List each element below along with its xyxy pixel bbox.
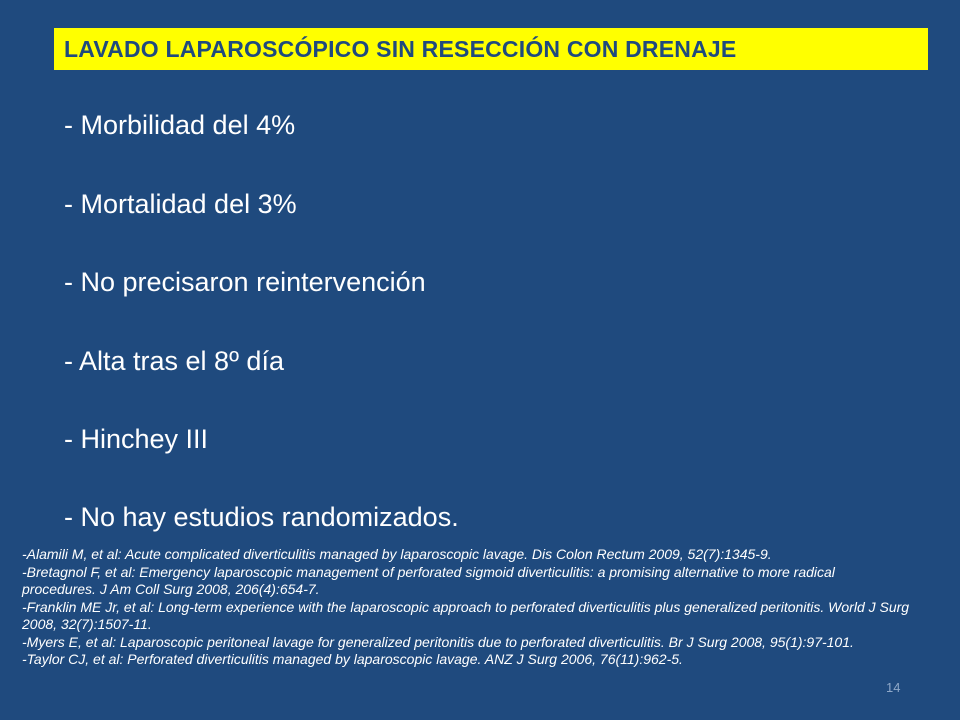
bullet-item: - Mortalidad del 3% [64,189,297,219]
bullet-item: - No precisaron reintervención [64,267,426,297]
reference-item: -Taylor CJ, et al: Perforated diverticulitis managed by laparoscopic lavage. ANZ J Surg 2006, 76(11):962-5. [22,651,683,667]
reference-item: -Franklin ME Jr, et al: Long-term experience with the laparoscopic approach to perforated diverticulitis plus generalized peritonitis. World J Surg 2008, 32(7):1507-11. [22,598,910,632]
page-number: 14 [886,680,901,695]
reference-item: -Bretagnol F, et al: Emergency laparoscopic management of perforated sigmoid diverticulitis: a promising alternative to more radical procedures. J Am Coll Surg 2008, 206(4):654-7. [22,563,835,597]
bullet-item: - No hay estudios randomizados. [64,502,459,532]
slide-title: LAVADO LAPAROSCÓPICO SIN RESECCIÓN CON DRENAJE [64,35,737,62]
reference-item: -Alamili M, et al: Acute complicated diverticulitis managed by laparoscopic lavage. Dis Colon Rectum 2009, 52(7):1345-9. [22,546,772,562]
bullet-item: - Alta tras el 8º día [64,346,284,376]
bullet-item: - Hinchey III [64,424,209,454]
references-block [22,546,912,669]
slide-title-box [54,28,928,70]
reference-item: -Myers E, et al: Laparoscopic peritoneal lavage for generalized peritonitis due to perforated diverticulitis. Br J Surg 2008, 95(1):97-101. [22,633,854,650]
bullet-item: - Morbilidad del 4% [64,110,296,140]
